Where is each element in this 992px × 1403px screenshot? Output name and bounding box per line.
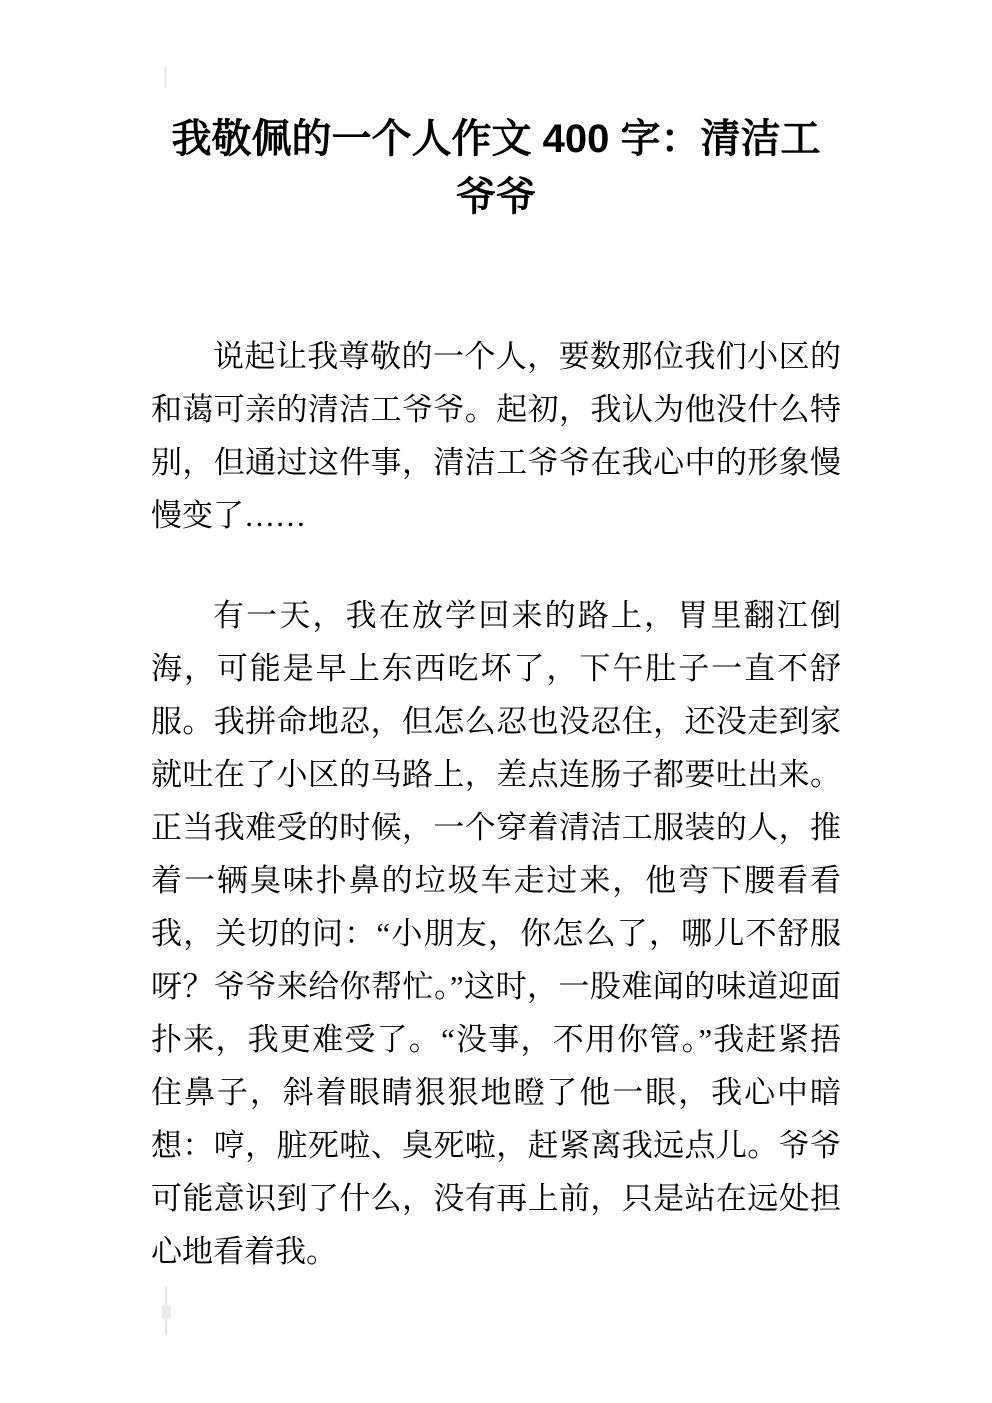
- scan-artifact-top: [164, 67, 167, 88]
- document-title: 我敬佩的一个人作文 400 字：清洁工爷爷: [171, 117, 821, 219]
- document-body: [151, 330, 841, 1325]
- paragraph-intro: 说起让我尊敬的一个人，要数那位我们小区的和蔼可亲的清洁工爷爷。起初，我认为他没什么特别，但通过这件事，清洁工爷爷在我心中的形象慢慢变了……: [151, 339, 841, 533]
- paragraph-story: 有一天，我在放学回来的路上，胃里翻江倒海，可能是早上东西吃坏了，下午肚子一直不舒服。我拼命地忍，但怎么忍也没忍住，还没走到家就吐在了小区的马路上，差点连肠子都要吐出来。正当我难受的时候，一个穿着清洁工服装的人，推着一辆臭味扑鼻的垃圾车走过来，他弯下腰看看我，关切的问：“小朋友，你怎么了，哪儿不舒服呀？爷爷来给你帮忙。”这时，一股难闻的味道迎面扑来，我更难受了。“没事，不用你管。”我赶紧捂住鼻子，斜着眼睛狠狠地瞪了他一眼，我心中暗想：哼，脏死啦、臭死啦，赶紧离我远点儿。爷爷可能意识到了什么，没有再上前，只是站在远处担心地看着我。: [151, 598, 841, 1269]
